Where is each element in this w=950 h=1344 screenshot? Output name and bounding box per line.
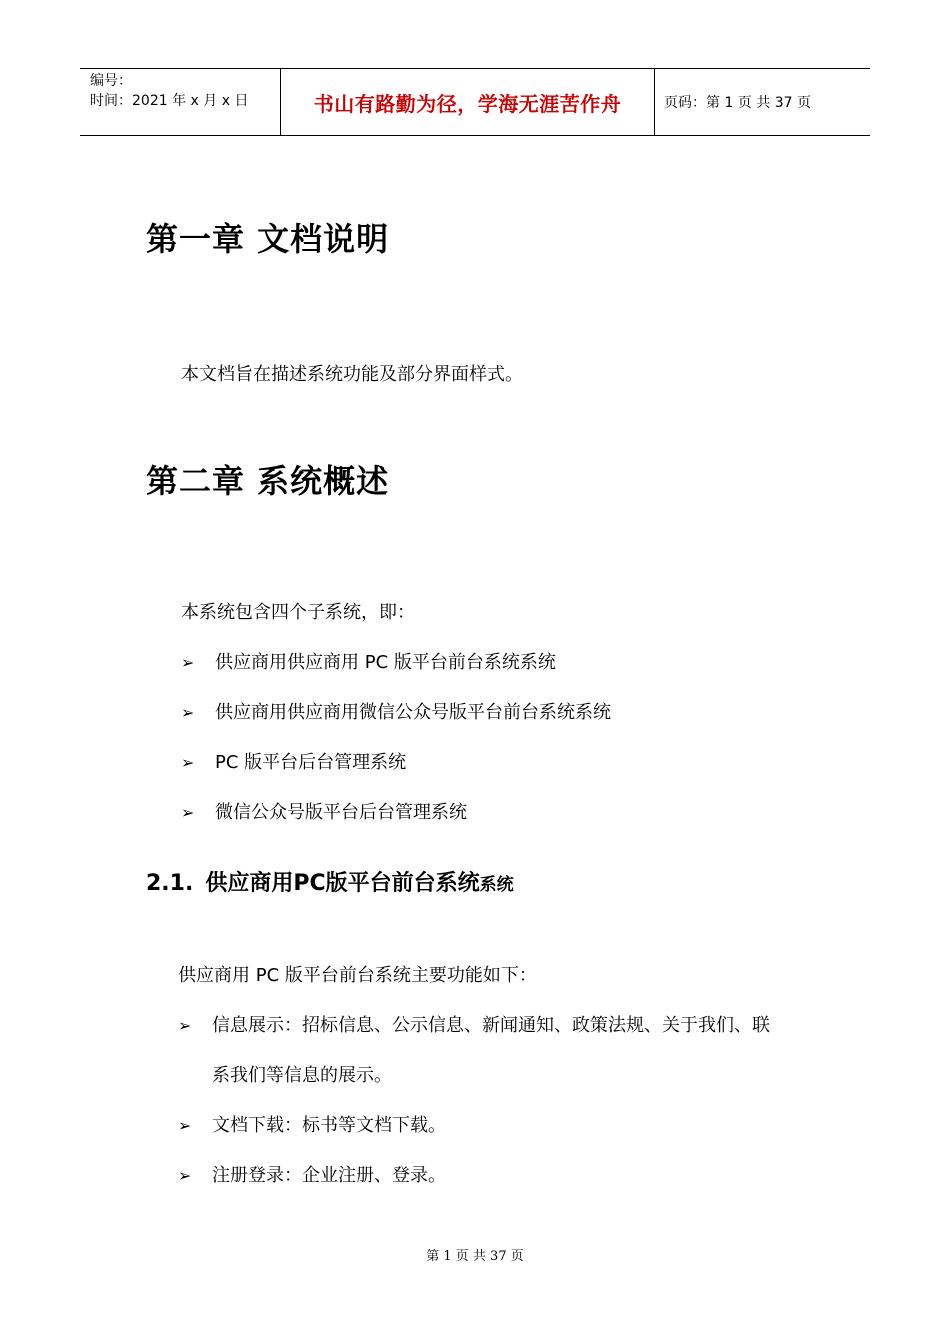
list-item — [178, 1164, 446, 1188]
section-number: 2.1. — [146, 871, 194, 896]
list-item-text: 信息展示：招标信息、公示信息、新闻通知、政策法规、关于我们、联 — [212, 1015, 770, 1036]
page-header — [80, 68, 870, 136]
list-item-text: 注册登录：企业注册、登录。 — [212, 1165, 446, 1186]
time-label: 时间：2021 年 x 月 x 日 — [90, 93, 249, 109]
arrow-bullet-icon: ➢ — [181, 803, 195, 822]
list-item — [181, 751, 406, 775]
list-item-text: PC 版平台后台管理系统 — [215, 752, 407, 773]
arrow-bullet-icon: ➢ — [178, 1116, 192, 1135]
chapter1-title: 第一章 文档说明 — [146, 220, 390, 258]
list-item — [181, 801, 467, 825]
arrow-bullet-icon: ➢ — [181, 753, 195, 772]
list-item-text: 文档下载：标书等文档下载。 — [212, 1115, 446, 1136]
arrow-bullet-icon: ➢ — [181, 703, 195, 722]
arrow-bullet-icon: ➢ — [181, 653, 195, 672]
number-label: 编号： — [90, 73, 132, 89]
page-footer: 第 1 页 共 37 页 — [426, 1249, 524, 1264]
list-item — [178, 1114, 446, 1138]
list-item-text: 微信公众号版平台后台管理系统 — [215, 802, 467, 823]
header-motto: 书山有路勤为径，学海无涯苦作舟 — [281, 69, 655, 135]
section-2-1-heading — [146, 866, 514, 897]
list-item — [181, 701, 611, 725]
section-title: 供应商用PC版平台前台系统 — [205, 871, 480, 896]
list-item — [181, 651, 556, 675]
chapter2-intro: 本系统包含四个子系统，即： — [181, 602, 415, 623]
chapter1-text: 本文档旨在描述系统功能及部分界面样式。 — [181, 364, 523, 385]
section-title-suffix: 系统 — [479, 875, 514, 895]
header-meta — [80, 69, 281, 135]
list-item-text: 供应商用供应商用微信公众号版平台前台系统系统 — [215, 702, 611, 723]
arrow-bullet-icon: ➢ — [178, 1016, 192, 1035]
list-item — [178, 1014, 770, 1038]
chapter2-title: 第二章 系统概述 — [146, 462, 390, 500]
list-item-continuation: 系我们等信息的展示。 — [212, 1065, 392, 1086]
header-page-info: 页码：第 1 页 共 37 页 — [664, 95, 811, 111]
section21-intro: 供应商用 PC 版平台前台系统主要功能如下： — [178, 965, 537, 986]
arrow-bullet-icon: ➢ — [178, 1166, 192, 1185]
list-item-text: 供应商用供应商用 PC 版平台前台系统系统 — [215, 652, 556, 673]
